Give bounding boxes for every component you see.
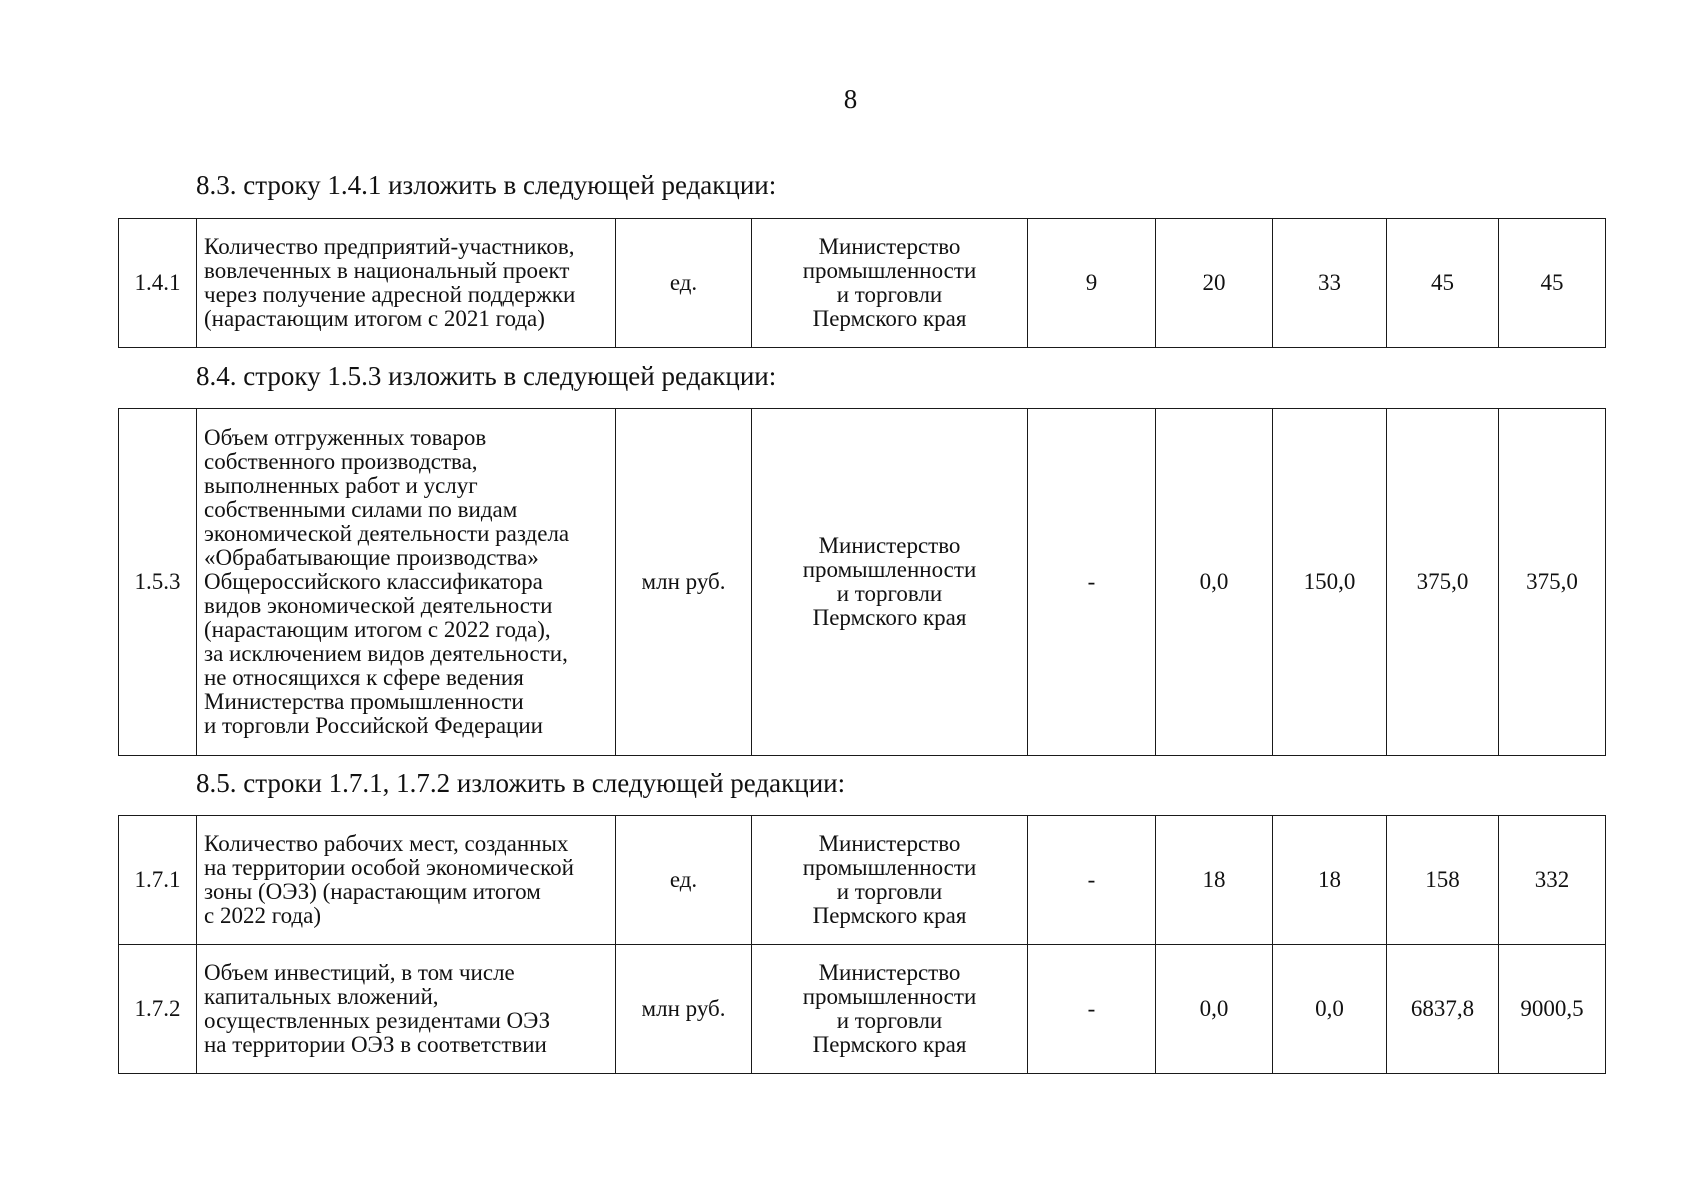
indicator-value-4: 6837,8: [1387, 945, 1499, 1074]
section-heading-8-3: 8.3. строку 1.4.1 изложить в следующей редакции:: [196, 170, 777, 200]
table-row: [119, 219, 1606, 348]
indicator-description: Объем инвестиций, в том числе капитальных вложений, осуществленных резидентами ОЭЗ на территории ОЭЗ в соответствии: [197, 945, 616, 1074]
indicator-value-5: 375,0: [1499, 409, 1606, 756]
indicator-value-1: -: [1028, 409, 1156, 756]
responsible-executor: Министерство промышленности и торговли Пермского края: [752, 219, 1028, 348]
indicator-value-4: 375,0: [1387, 409, 1499, 756]
indicator-description: Количество предприятий-участников, вовлеченных в национальный проект через получение адресной поддержки (нарастающим итогом с 2021 года): [197, 219, 616, 348]
table-row: [119, 409, 1606, 756]
unit-of-measure: ед.: [616, 219, 752, 348]
table-row-1-5-3: [118, 408, 1606, 756]
indicator-value-3: 0,0: [1273, 945, 1387, 1074]
indicator-value-4: 45: [1387, 219, 1499, 348]
page-number: 8: [843, 84, 858, 114]
row-code: 1.7.2: [119, 945, 197, 1074]
indicator-value-5: 332: [1499, 816, 1606, 945]
row-code: 1.4.1: [119, 219, 197, 348]
responsible-executor: Министерство промышленности и торговли Пермского края: [752, 945, 1028, 1074]
unit-of-measure: млн руб.: [616, 945, 752, 1074]
unit-of-measure: млн руб.: [616, 409, 752, 756]
table-rows-1-7: [118, 815, 1606, 1074]
indicator-value-5: 45: [1499, 219, 1606, 348]
unit-of-measure: ед.: [616, 816, 752, 945]
indicator-value-1: -: [1028, 816, 1156, 945]
table-row: [119, 816, 1606, 945]
indicator-value-5: 9000,5: [1499, 945, 1606, 1074]
responsible-executor: Министерство промышленности и торговли Пермского края: [752, 409, 1028, 756]
indicator-description: Количество рабочих мест, созданных на территории особой экономической зоны (ОЭЗ) (нарастающим итогом с 2022 года): [197, 816, 616, 945]
table-row-1-4-1: [118, 218, 1606, 348]
indicator-value-2: 0,0: [1156, 409, 1273, 756]
indicator-value-3: 150,0: [1273, 409, 1387, 756]
table-row: [119, 945, 1606, 1074]
indicator-value-3: 18: [1273, 816, 1387, 945]
indicator-value-1: -: [1028, 945, 1156, 1074]
indicator-value-3: 33: [1273, 219, 1387, 348]
indicator-value-2: 20: [1156, 219, 1273, 348]
row-code: 1.7.1: [119, 816, 197, 945]
indicator-value-1: 9: [1028, 219, 1156, 348]
row-code: 1.5.3: [119, 409, 197, 756]
section-heading-8-5: 8.5. строки 1.7.1, 1.7.2 изложить в следующей редакции:: [196, 768, 846, 798]
indicator-value-2: 0,0: [1156, 945, 1273, 1074]
indicator-description: Объем отгруженных товаров собственного производства, выполненных работ и услуг собственными силами по видам экономической деятельности раздела «Обрабатывающие производства» Общероссийского классификатора видов экономической деятельности (нарастающим итогом с 2022 года), за исключением видов деятельности, не относящихся к сфере ведения Министерства промышленности и торговли Российской Федерации: [197, 409, 616, 756]
responsible-executor: Министерство промышленности и торговли Пермского края: [752, 816, 1028, 945]
indicator-value-2: 18: [1156, 816, 1273, 945]
section-heading-8-4: 8.4. строку 1.5.3 изложить в следующей редакции:: [196, 361, 777, 391]
indicator-value-4: 158: [1387, 816, 1499, 945]
